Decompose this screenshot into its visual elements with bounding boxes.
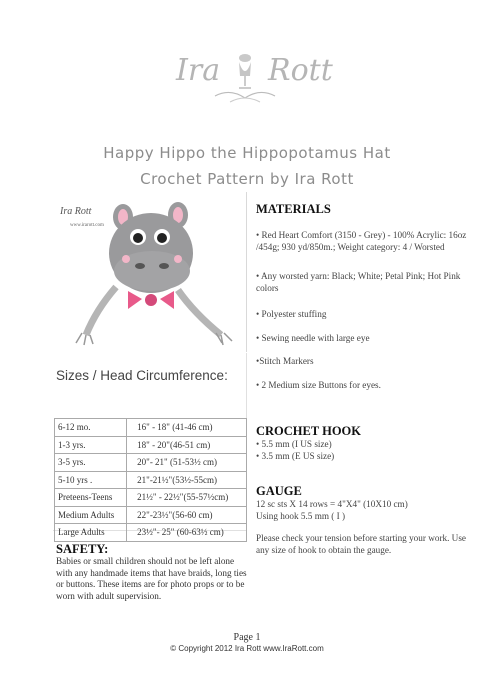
size-label: Large Adults bbox=[55, 524, 127, 542]
sizes-table bbox=[54, 418, 247, 542]
gauge-heading: GAUGE bbox=[256, 484, 302, 498]
size-value: 18" - 20"(46-51 cm) bbox=[127, 436, 247, 454]
table-row bbox=[55, 524, 247, 542]
size-value: 22"-23½"(56-60 cm) bbox=[127, 506, 247, 524]
size-value: 21½" - 22½"(55-57½cm) bbox=[127, 489, 247, 507]
material-item: • 2 Medium size Buttons for eyes. bbox=[256, 380, 381, 390]
hook-item: • 5.5 mm (I US size) bbox=[256, 439, 332, 449]
svg-text:Ira: Ira bbox=[176, 53, 221, 88]
hook-heading: CROCHET HOOK bbox=[256, 424, 361, 438]
gauge-line: 12 sc sts X 14 rows = 4"X4" (10X10 cm) bbox=[256, 499, 408, 509]
hippo-hat-photo bbox=[56, 195, 242, 345]
materials-heading: MATERIALS bbox=[256, 202, 331, 216]
table-row bbox=[55, 436, 247, 454]
table-row bbox=[55, 471, 247, 489]
size-label: 6-12 mo. bbox=[55, 419, 127, 437]
table-row bbox=[55, 454, 247, 472]
table-row bbox=[55, 489, 247, 507]
size-label: Medium Adults bbox=[55, 506, 127, 524]
safety-heading: SAFETY: bbox=[56, 542, 109, 556]
size-value: 20"- 21" (51-53½ cm) bbox=[127, 454, 247, 472]
material-item: • Sewing needle with large eye bbox=[256, 333, 370, 343]
gauge-line: Using hook 5.5 mm ( I ) bbox=[256, 511, 346, 521]
material-item: • Red Heart Comfort (3150 - Grey) - 100% Acrylic: 16oz /454g; 930 yd/850m.; Weight category: 4 / Worsted bbox=[256, 230, 467, 252]
size-value: 23½"- 25" (60-63½ cm) bbox=[127, 524, 247, 542]
size-value: 16" - 18" (41-46 cm) bbox=[127, 419, 247, 437]
sizes-heading: Sizes / Head Circumference: bbox=[56, 368, 228, 383]
svg-text:Rott: Rott bbox=[268, 53, 333, 88]
material-item: • Polyester stuffing bbox=[256, 309, 327, 319]
size-label: 3-5 yrs. bbox=[55, 454, 127, 472]
pattern-title: Happy Hippo the Hippopotamus Hat bbox=[103, 144, 391, 162]
size-value: 21"-21½"(53½-55cm) bbox=[127, 471, 247, 489]
gauge-note: Please check your tension before starting your work. Use any size of hook to obtain the gauge. bbox=[256, 533, 466, 555]
hook-item: • 3.5 mm (E US size) bbox=[256, 451, 335, 461]
page-number: Page 1 bbox=[233, 632, 261, 643]
photo-logo: Ira Rott bbox=[60, 206, 92, 217]
ira-rott-logo bbox=[170, 40, 333, 110]
table-row bbox=[55, 419, 247, 437]
photo-url: www.irarott.com bbox=[70, 223, 104, 228]
size-label: Preteens-Teens bbox=[55, 489, 127, 507]
copyright: © Copyright 2012 Ira Rott www.IraRott.com bbox=[170, 644, 324, 653]
table-row bbox=[55, 506, 247, 524]
material-item: •Stitch Markers bbox=[256, 356, 314, 366]
safety-text: Babies or small children should not be left alone with any handmade items that have braids, long ties or buttons. These items are for photo props or to be worn with adult supervision. bbox=[56, 556, 247, 601]
size-label: 5-10 yrs . bbox=[55, 471, 127, 489]
column-divider bbox=[246, 192, 247, 352]
pattern-subtitle: Crochet Pattern by Ira Rott bbox=[140, 170, 354, 188]
material-item: • Any worsted yarn: Black; White; Petal Pink; Hot Pink colors bbox=[256, 271, 461, 293]
size-label: 1-3 yrs. bbox=[55, 436, 127, 454]
